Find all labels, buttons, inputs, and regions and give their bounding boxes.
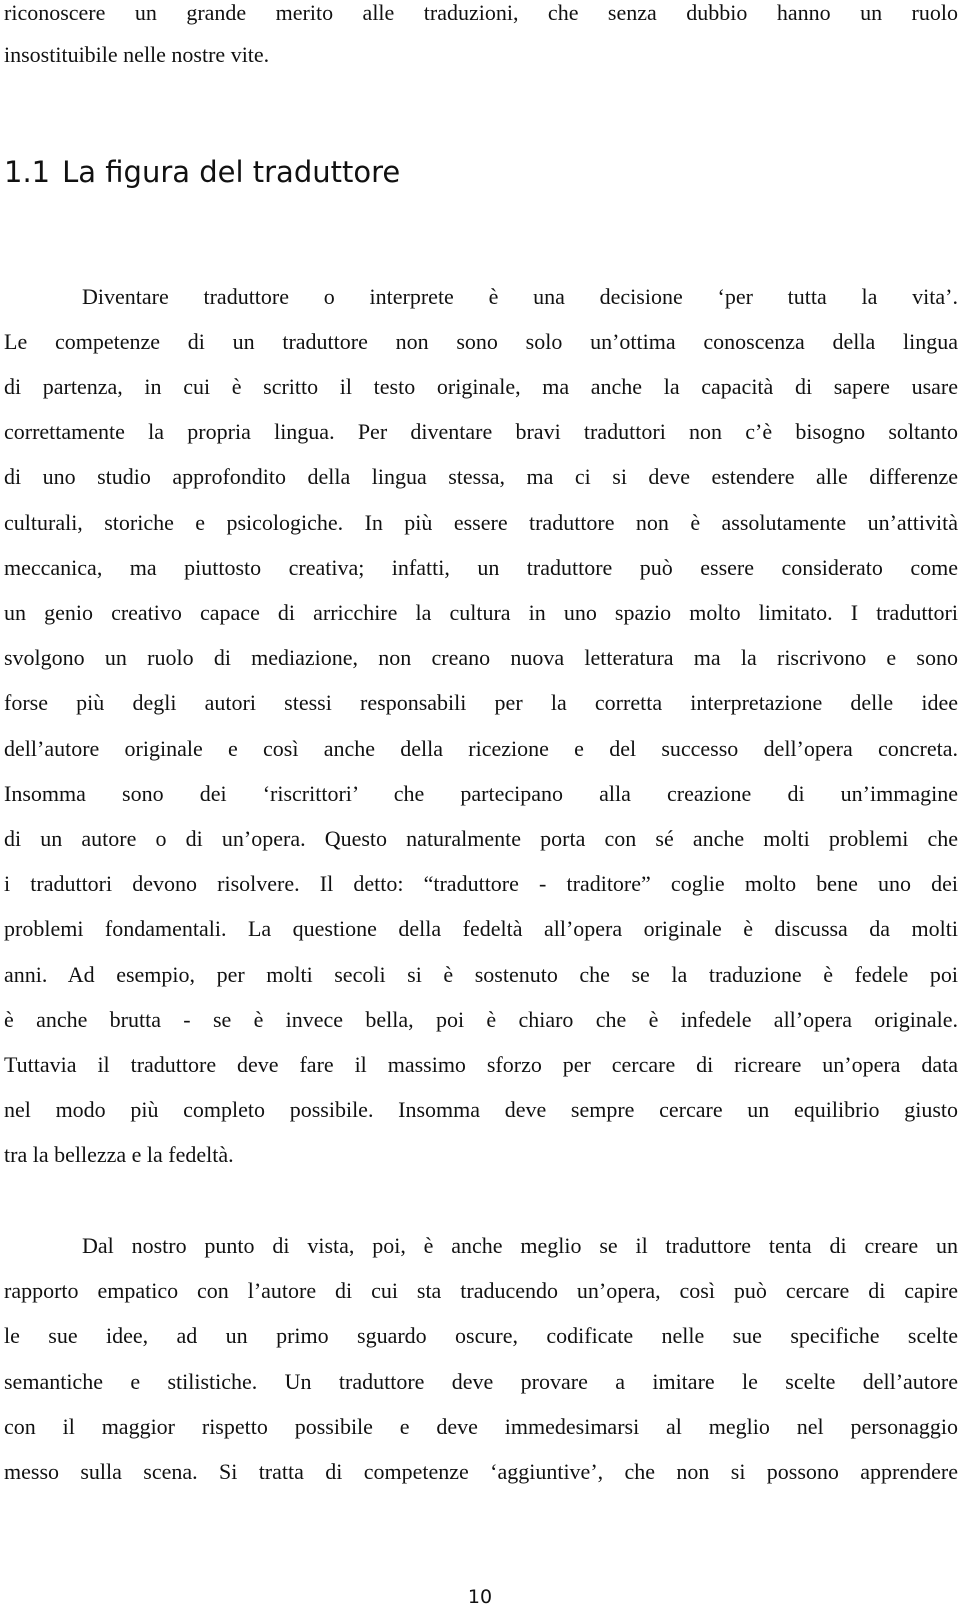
section-title: La figura del traduttore — [62, 155, 401, 189]
text-line: è anche brutta - se è invece bella, poi è chiaro che è infedele all’opera originale. — [4, 1007, 958, 1032]
text-line: Insomma sono dei ‘riscrittori’ che partecipano alla creazione di un’immagine — [4, 781, 958, 806]
page-number: 10 — [467, 1586, 493, 1608]
text-line: di un autore o di un’opera. Questo naturalmente porta con sé anche molti problemi che — [4, 826, 958, 851]
text-line: insostituibile nelle nostre vite. — [4, 42, 270, 67]
text-line: di uno studio approfondito della lingua stessa, ma ci si deve estendere alle differenze — [4, 464, 958, 489]
text-line: riconoscere un grande merito alle traduzioni, che senza dubbio hanno un ruolo — [4, 0, 958, 25]
text-line: nel modo più completo possibile. Insomma deve sempre cercare un equilibrio giusto — [4, 1097, 958, 1122]
text-line: dell’autore originale e così anche della ricezione e del successo dell’opera concreta. — [4, 736, 958, 761]
text-line: rapporto empatico con l’autore di cui sta traducendo un’opera, così può cercare di capire — [4, 1278, 958, 1303]
text-line: un genio creativo capace di arricchire la cultura in uno spazio molto limitato. I traduttori — [4, 600, 958, 625]
text-line: messo sulla scena. Si tratta di competenze ‘aggiuntive’, che non si possono apprendere — [4, 1459, 958, 1484]
text-line: Le competenze di un traduttore non sono solo un’ottima conoscenza della lingua — [4, 329, 958, 354]
text-line: tra la bellezza e la fedeltà. — [4, 1142, 234, 1167]
text-line: culturali, storiche e psicologiche. In più essere traduttore non è assolutamente un’attività — [4, 510, 958, 535]
text-line: problemi fondamentali. La questione della fedeltà all’opera originale è discussa da molti — [4, 916, 958, 941]
text-line: anni. Ad esempio, per molti secoli si è sostenuto che se la traduzione è fedele poi — [4, 962, 958, 987]
text-line: forse più degli autori stessi responsabili per la corretta interpretazione delle idee — [4, 690, 958, 715]
text-line: svolgono un ruolo di mediazione, non creano nuova letteratura ma la riscrivono e sono — [4, 645, 958, 670]
section-number: 1.1 — [4, 155, 51, 189]
section-heading — [4, 154, 400, 190]
text-line: le sue idee, ad un primo sguardo oscure, codificate nelle sue specifiche scelte — [4, 1323, 958, 1348]
text-line: Diventare traduttore o interprete è una decisione ‘per tutta la vita’. — [82, 284, 958, 309]
text-line: di partenza, in cui è scritto il testo originale, ma anche la capacità di sapere usare — [4, 374, 958, 399]
text-line: Dal nostro punto di vista, poi, è anche meglio se il traduttore tenta di creare un — [82, 1233, 958, 1258]
text-line: Tuttavia il traduttore deve fare il massimo sforzo per cercare di ricreare un’opera data — [4, 1052, 958, 1077]
text-line: meccanica, ma piuttosto creativa; infatti, un traduttore può essere considerato come — [4, 555, 958, 580]
text-line: semantiche e stilistiche. Un traduttore deve provare a imitare le scelte dell’autore — [4, 1369, 958, 1394]
text-line: correttamente la propria lingua. Per diventare bravi traduttori non c’è bisogno soltanto — [4, 419, 958, 444]
text-line: i traduttori devono risolvere. Il detto: “traduttore - traditore” coglie molto bene uno dei — [4, 871, 958, 896]
text-line: con il maggior rispetto possibile e deve immedesimarsi al meglio nel personaggio — [4, 1414, 958, 1439]
